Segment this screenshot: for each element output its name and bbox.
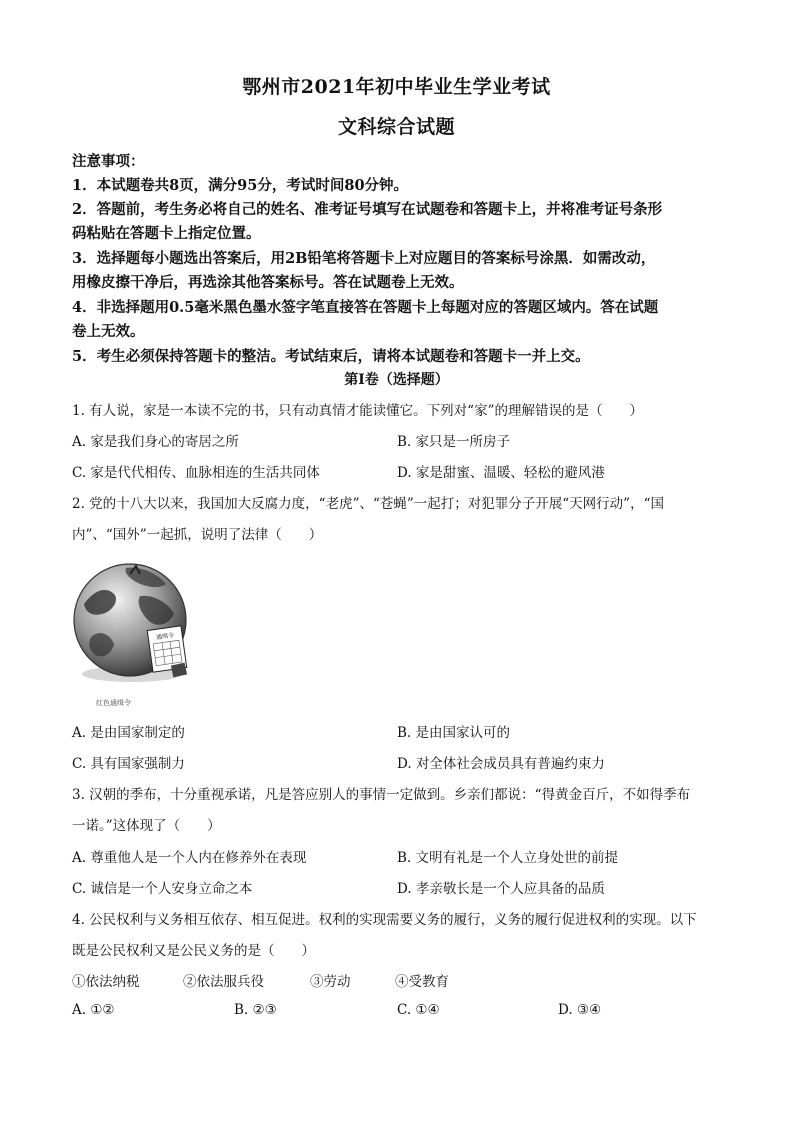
- notice-line: 1．本试题卷共8页，满分95分，考试时间80分钟。: [72, 177, 409, 194]
- wanted-notice-sign: 通缉令: [155, 631, 175, 642]
- question-2-stem-cont: 内”、“国外”一起抓，说明了法律（ ）: [72, 527, 323, 543]
- question-3-stem: 3. 汉朝的季布，十分重视承诺，凡是答应别人的事情一定做到。乡亲们都说：“得黄金百斤，不如得季布: [72, 787, 691, 803]
- notice-line: 5．考生必须保持答题卡的整洁。考试结束后，请将本试题卷和答题卡一并上交。: [72, 348, 590, 365]
- notice-line: 卷上无效。: [72, 323, 145, 340]
- q3-option-a: A. 尊重他人是一个人内在修养外在表现: [72, 850, 307, 866]
- q4-item: ①依法纳税: [72, 974, 140, 990]
- section-title: 第Ⅰ卷（选择题）: [344, 372, 449, 388]
- q2-option-c: C. 具有国家强制力: [72, 756, 185, 772]
- exam-subtitle: 文科综合试题: [337, 116, 455, 138]
- q4-option-b: B. ②③: [234, 1002, 277, 1018]
- image-caption: 红色通缉令: [96, 699, 131, 707]
- q1-option-d: D. 家是甜蜜、温暖、轻松的避风港: [397, 465, 605, 481]
- question-3-stem-cont: 一诺。”这体现了（ ）: [72, 818, 221, 834]
- q4-option-a: A. ①②: [72, 1002, 115, 1018]
- q2-option-a: A. 是由国家制定的: [72, 725, 185, 741]
- notice-heading: 注意事项：: [72, 153, 145, 170]
- globe-wanted-notice-illustration: [70, 556, 195, 696]
- notice-line: 3．选择题每小题选出答案后，用2B铅笔将答题卡上对应题目的答案标号涂黑．如需改动，: [72, 250, 656, 267]
- notice-line: 2．答题前，考生务必将自己的姓名、准考证号填写在试题卷和答题卡上，并将准考证号条形: [72, 201, 663, 218]
- q4-item: ④受教育: [395, 974, 449, 990]
- q2-option-d: D. 对全体社会成员具有普遍约束力: [397, 756, 605, 772]
- question-4-stem: 4. 公民权利与义务相互依存、相互促进。权利的实现需要义务的履行，义务的履行促进权利的实现。以下: [72, 912, 697, 928]
- q2-option-b: B. 是由国家认可的: [397, 725, 511, 741]
- exam-title: 鄂州市2021年初中毕业生学业考试: [242, 76, 551, 98]
- q1-option-a: A. 家是我们身心的寄居之所: [72, 434, 239, 450]
- q4-item: ②依法服兵役: [183, 974, 264, 990]
- q3-option-b: B. 文明有礼是一个人立身处世的前提: [397, 850, 619, 866]
- q1-option-c: C. 家是代代相传、血脉相连的生活共同体: [72, 465, 320, 481]
- q1-option-b: B. 家只是一所房子: [397, 434, 511, 450]
- q4-item: ③劳动: [310, 974, 351, 990]
- q4-option-c: C. ①④: [397, 1002, 440, 1018]
- q3-option-d: D. 孝亲敬长是一个人应具备的品质: [397, 881, 605, 897]
- notice-line: 码粘贴在答题卡上指定位置。: [72, 225, 261, 242]
- question-4-stem-cont: 既是公民权利又是公民义务的是（ ）: [72, 943, 315, 959]
- q3-option-c: C. 诚信是一个人安身立命之本: [72, 881, 253, 897]
- question-1-stem: 1. 有人说，家是一本读不完的书，只有动真情才能读懂它。下列对“家”的理解错误的是（ ）: [72, 403, 643, 419]
- notice-line: 4．非选择题用0.5毫米黑色墨水签字笔直接答在答题卡上每题对应的答题区域内。答在试题: [72, 299, 659, 316]
- q4-option-d: D. ③④: [558, 1002, 602, 1018]
- notice-line: 用橡皮擦干净后，再选涂其他答案标号。答在试题卷上无效。: [72, 274, 464, 291]
- question-2-stem: 2. 党的十八大以来，我国加大反腐力度，“老虎”、“苍蝇”一起打；对犯罪分子开展“天网行动”，“国: [72, 496, 664, 512]
